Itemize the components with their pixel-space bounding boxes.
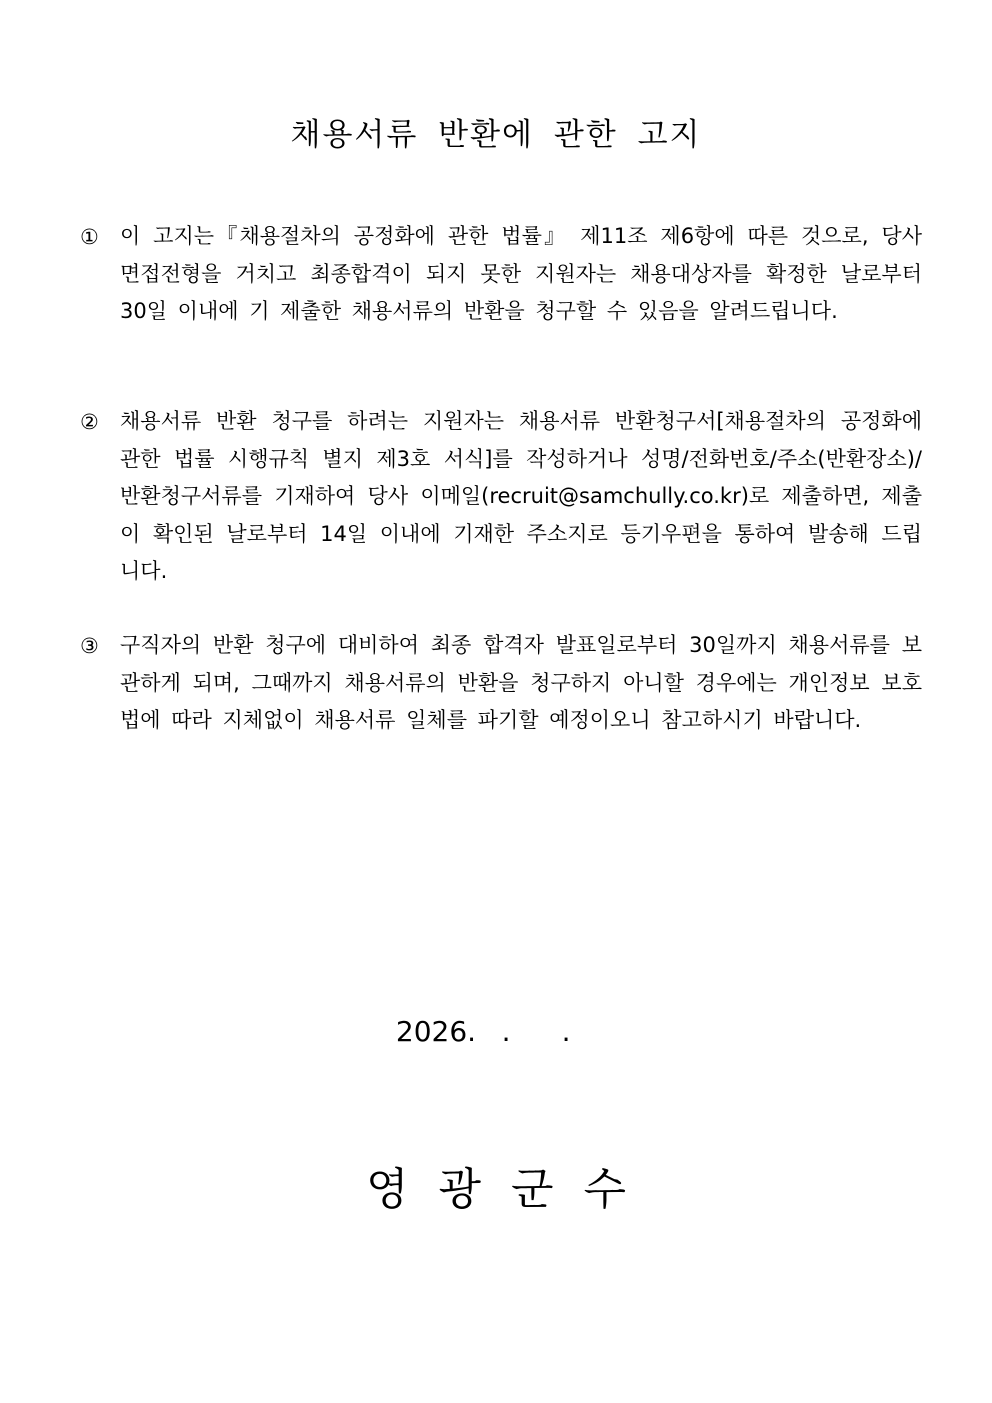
date-day-dot: . bbox=[561, 1015, 571, 1048]
item-marker-2: ② bbox=[80, 410, 99, 434]
notice-item-2 bbox=[80, 403, 922, 591]
document-date bbox=[0, 1012, 992, 1052]
item-marker-3: ③ bbox=[80, 634, 99, 658]
item-marker-1: ① bbox=[80, 225, 99, 249]
date-month-dot: . bbox=[501, 1015, 511, 1048]
signer-name: 영광군수 bbox=[365, 1164, 656, 1215]
item-text-3: 구직자의 반환 청구에 대비하여 최종 합격자 발표일로부터 30일까지 채용서류를 보관하게 되며, 그때까지 채용서류의 반환을 청구하지 아니할 경우에는 개인정보 보호법에 따라 지체없이 채용서류 일체를 파기할 예정이오니 참고하시기 바랍니다. bbox=[120, 633, 922, 732]
item-text-1: 이 고지는『채용절차의 공정화에 관한 법률』 제11조 제6항에 따른 것으로, 당사 면접전형을 거치고 최종합격이 되지 못한 지원자는 채용대상자를 확정한 날로부터 30일 이내에 기 제출한 채용서류의 반환을 청구할 수 있음을 알려드립니다. bbox=[120, 224, 922, 323]
date-year: 2026. bbox=[395, 1015, 477, 1048]
notice-item-1 bbox=[80, 218, 922, 331]
document-title: 채용서류 반환에 관한 고지 bbox=[290, 117, 702, 153]
notice-item-3 bbox=[80, 627, 922, 740]
item-text-2: 채용서류 반환 청구를 하려는 지원자는 채용서류 반환청구서[채용절차의 공정화에 관한 법률 시행규칙 별지 제3호 서식]를 작성하거나 성명/전화번호/주소(반환장소)/반환청구서류를 기재하여 당사 이메일(recruit@samchully.co.kr)로 제출하면, 제출이 확인된 날로부터 14일 이내에 기재한 주소지로 등기우편을 통하여 발송해 드립니다. bbox=[120, 409, 922, 583]
